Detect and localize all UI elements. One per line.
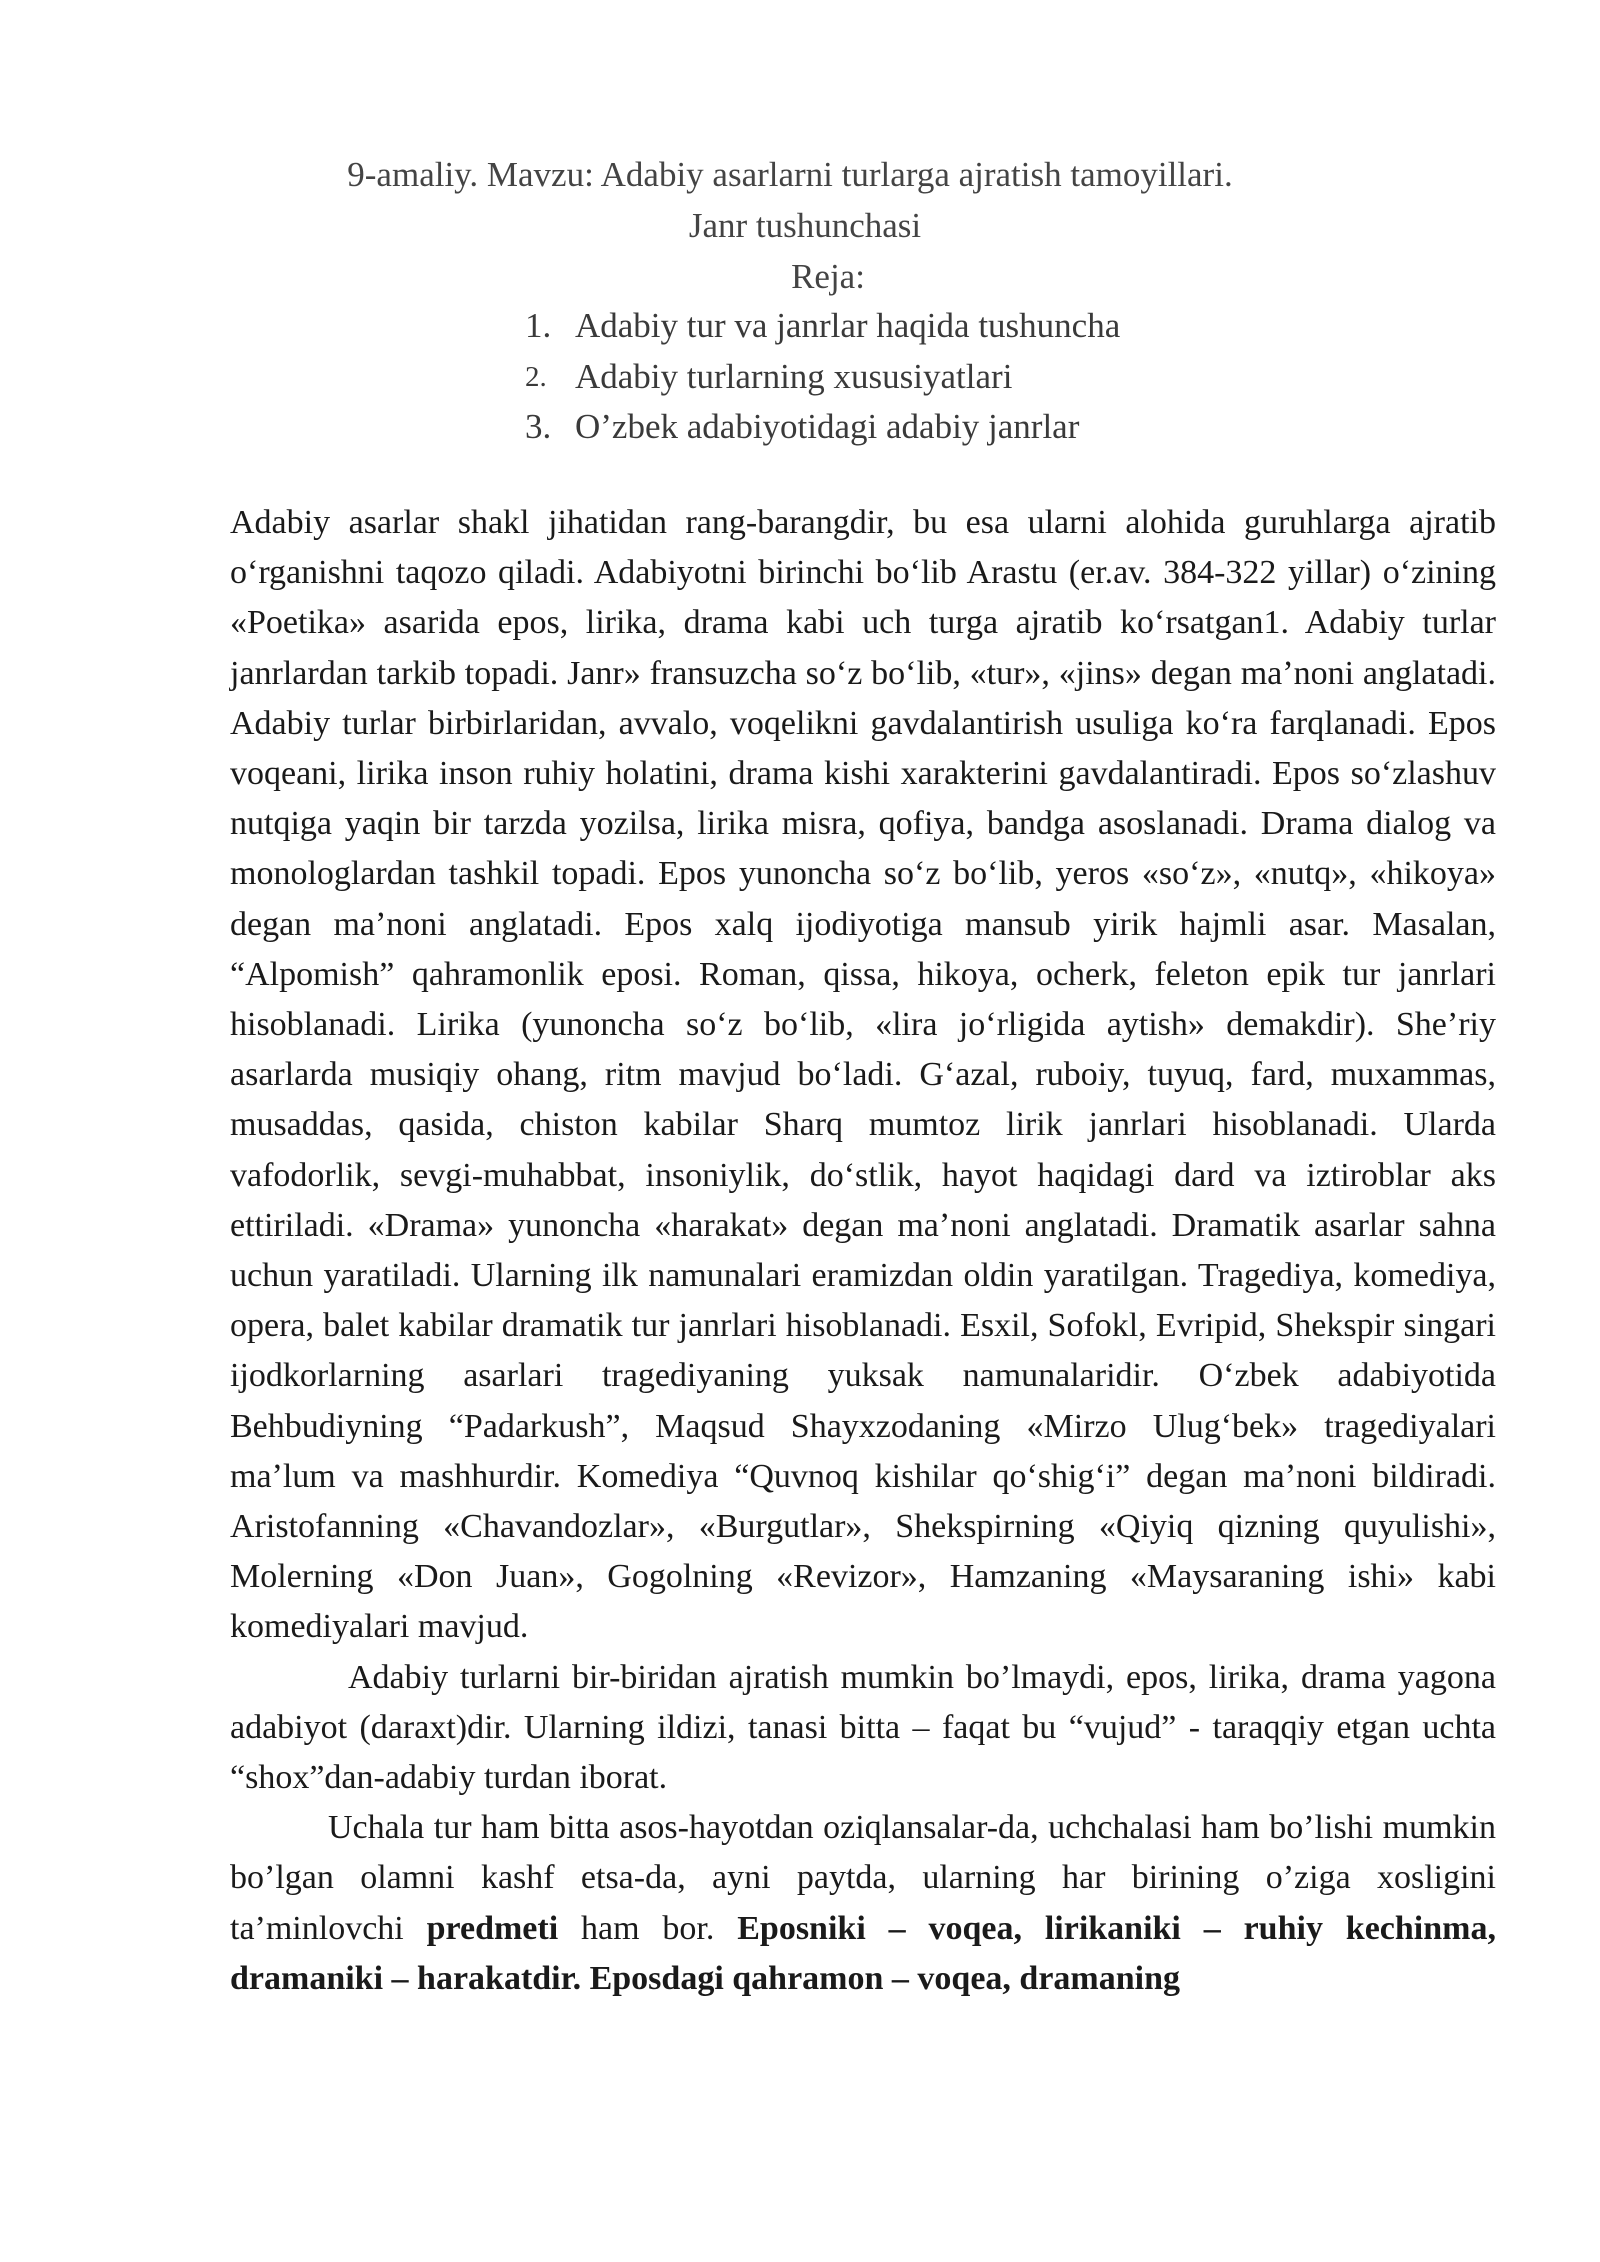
document-title: 9-amaliy. Mavzu: Adabiy asarlarni turlarga ajratish tamoyillari.	[347, 155, 1233, 194]
plan-item	[525, 402, 1325, 453]
paragraph-text: Uchala tur ham bitta asos-hayotdan oziqlansalar-da, uchchalasi ham bo’lishi mumkin bo’lgan olamni kashf etsa-da, ayni paytda, ularning har birining o’ziga xosligini ta’minlovchi	[230, 1809, 1496, 1947]
plan-label: Reja:	[791, 257, 865, 296]
paragraph-text: ham bor.	[558, 1909, 738, 1947]
paragraph-literary-kinds: Adabiy asarlar shakl jihatidan rang-barangdir, bu esa ularni alohida guruhlarga ajratib oʻrganishni taqozo qiladi. Adabiyotni birinchi boʻlib Arastu (er.av. 384-322 yillar) oʻzining «Poetika» asarida epos, lirika, drama kabi uch turga ajratib koʻrsatgan1. Adabiy turlar janrlardan tarkib topadi. Janr» fransuzcha soʻz boʻlib, «tur», «jins» degan maʼnoni anglatadi. Adabiy turlar birbirlaridan, avvalo, voqelikni gavdalantirish usuliga koʻra farqlanadi. Epos voqeani, lirika inson ruhiy holatini, drama kishi xarakterini gavdalantiradi. Epos soʻzlashuv nutqiga yaqin bir tarzda yozilsa, lirika misra, qofiya, bandga asoslanadi. Drama dialog va monologlardan tashkil topadi. Epos yunoncha soʻz boʻlib, yeros «soʻz», «nutq», «hikoya» degan maʼnoni anglatadi. Epos xalq ijodiyotiga mansub yirik hajmli asar. Masalan, “Alpomish” qahramonlik eposi. Roman, qissa, hikoya, ocherk, feleton epik tur janrlari hisoblanadi. Lirika (yunoncha soʻz boʻlib, «lira joʻrligida aytish» demakdir). She’riy asarlarda musiqiy ohang, ritm mavjud boʻladi. Gʻazal, ruboiy, tuyuq, fard, muxammas, musaddas, qasida, chiston kabilar Sharq mumtoz lirik janrlari hisoblanadi. Ularda vafodorlik, sevgi-muhabbat, insoniylik, doʻstlik, hayot haqidagi dard va iztiroblar aks ettiriladi. «Drama» yunoncha «harakat» degan maʼnoni anglatadi. Dramatik asarlar sahna uchun yaratiladi. Ularning ilk namunalari eramizdan oldin yaratilgan. Tragediya, komediya, opera, balet kabilar dramatik tur janrlari hisoblanadi. Esxil, Sofokl, Evripid, Shekspir singari ijodkorlarning asarlari tragediyaning yuksak namunalaridir. Oʻzbek adabiyotida Behbudiyning “Padarkush”, Maqsud Shayxzodaning «Mirzo Ulugʻbek» tragediyalari maʼlum va mashhurdir. Komediya “Quvnoq kishilar qoʻshigʻi” degan maʼnoni bildiradi. Aristofanning «Chavandozlar», «Burgutlar», Shekspirning «Qiyiq qizning quyulishi», Molerning «Don Juan», Gogolning «Revizor», Hamzaning «Maysaraning ishi» kabi komediyalari mavjud.	[230, 504, 1496, 1646]
plan-item-text: Adabiy turlarning xususiyatlari	[575, 356, 1013, 396]
bold-term: predmeti	[426, 1909, 559, 1947]
paragraph-subject-of-kinds	[230, 1803, 1496, 2004]
plan-item-text: Adabiy tur va janrlar haqida tushuncha	[575, 306, 1121, 345]
document-subtitle: Janr tushunchasi	[688, 206, 922, 245]
bold-definition: Eposniki – voqea, lirikaniki – ruhiy kechinma, dramaniki – harakatdir. Eposdagi qahramon – voqea, dramaning	[230, 1909, 1496, 1997]
body-text	[230, 498, 1496, 2004]
plan-item-text: O’zbek adabiyotidagi adabiy janrlar	[575, 407, 1080, 446]
plan-item	[525, 352, 1325, 403]
plan-item-number: 3.	[525, 407, 552, 446]
plan-item	[525, 301, 1325, 352]
plan-list	[525, 301, 1325, 453]
paragraph-inseparable-kinds: Adabiy turlarni bir-biridan ajratish mumkin bo’lmaydi, epos, lirika, drama yagona adabiyot (daraxt)dir. Ularning ildizi, tanasi bitta – faqat bu “vujud” - taraqqiy etgan uchta “shox”dan-adabiy turdan iborat.	[230, 1658, 1496, 1797]
plan-item-number: 1.	[525, 306, 552, 345]
plan-item-number: 2.	[525, 360, 547, 393]
